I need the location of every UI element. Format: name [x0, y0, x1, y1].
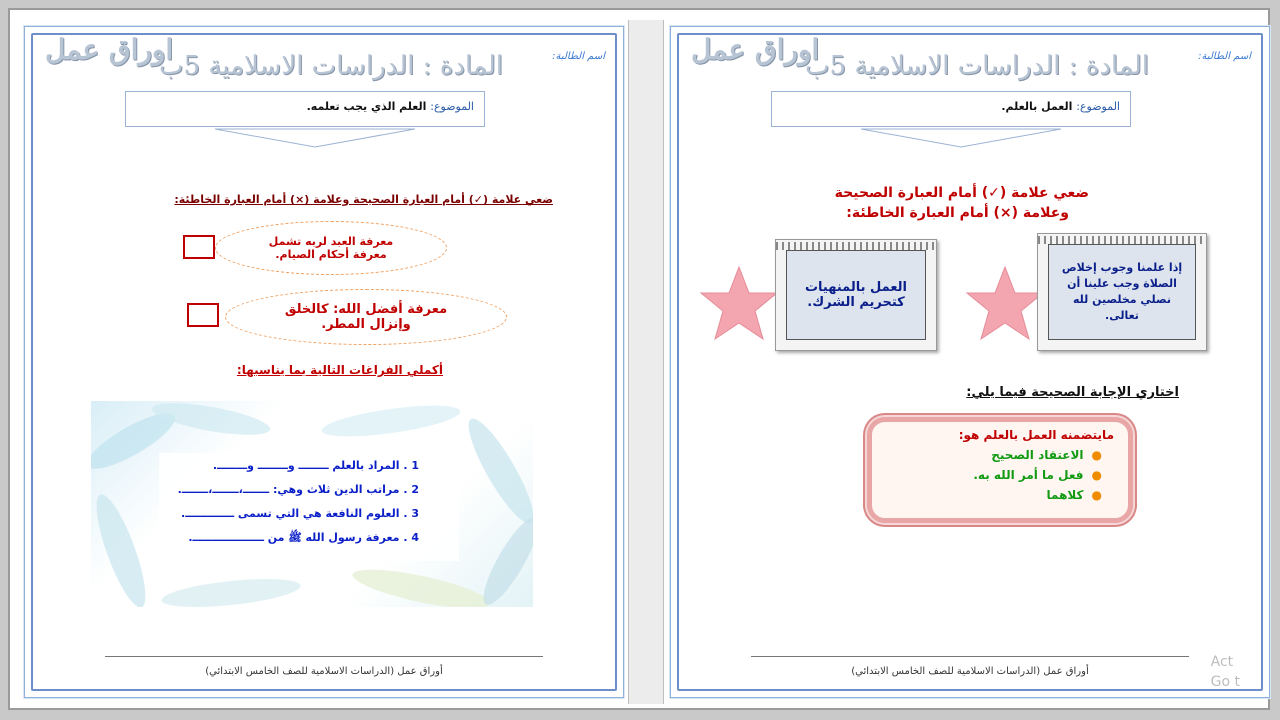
choice-option-2[interactable] [973, 468, 1102, 482]
topic-value: العمل بالعلم. [1001, 100, 1073, 113]
choice-option-3[interactable] [1047, 488, 1102, 502]
fill-blank-item-2: 2 . مراتب الدين ثلاث وهي: ـــــــ،ـــــــ،ـــــــ. [177, 483, 419, 496]
q2-instruction: أكملي الفراغات التالية بما يناسبها: [236, 363, 443, 377]
fill-blank-item-1: 1 . المراد بالعلم ــــــــ وــــــــ وــــــــ. [212, 459, 419, 472]
leaf-decorative-frame [91, 401, 533, 607]
choice-option-3-text: كلاهما [1046, 488, 1084, 502]
answer-checkbox-2[interactable] [187, 303, 219, 327]
bullet-icon: ● [1091, 488, 1102, 502]
topic-box [771, 91, 1131, 127]
page-footer: أوراق عمل (الدراسات الاسلامية للصف الخامس الابتدائي) [851, 666, 1089, 677]
fill-blank-item-4: 4 . معرفة رسول الله ﷺ من ـــــــــــــــــــ. [188, 531, 419, 544]
header-title: اوراق عمل [691, 33, 820, 66]
page-footer: أوراق عمل (الدراسات الاسلامية للصف الخامس الابتدائي) [205, 666, 443, 677]
activation-watermark [1211, 652, 1240, 692]
header-title: اوراق عمل [45, 33, 174, 66]
fill-blank-area [159, 453, 459, 561]
bullet-icon: ● [1091, 448, 1102, 462]
topic-label: الموضوع: [430, 100, 474, 113]
header-subject: المادة : الدراسات الاسلامية 5ب [159, 51, 503, 81]
choice-scroll-box [867, 417, 1133, 523]
q1-instruction-line1: ضعي علامة (✓) أمام العبارة الصحيحة [834, 185, 1089, 201]
topic-box [125, 91, 485, 127]
watermark-line2: Go t [1210, 674, 1240, 690]
statement-card-2-text: إذا علمنا وجوب إخلاص الصلاة وجب علينا أن نصلي مخلصين لله تعالى. [1048, 244, 1196, 340]
page-gutter [628, 20, 664, 704]
worksheet-page-left [24, 26, 624, 698]
topic-value: العلم الذي يجب تعلمه. [306, 100, 427, 113]
choice-option-2-text: فعل ما أمر الله به. [973, 468, 1084, 482]
topic-arrow-icon [861, 127, 1061, 149]
worksheet-page-right [670, 26, 1270, 698]
notebook-rings-icon [1038, 236, 1206, 244]
footer-divider [105, 656, 543, 657]
statement-oval-2 [225, 289, 507, 345]
student-name-label: اسم الطالبة: [1198, 51, 1251, 62]
statement-oval-1 [215, 221, 447, 275]
choice-option-1-text: الاعتقاد الصحيح [991, 448, 1084, 462]
statement-1-text: معرفة العبد لربه تشمل معرفة أحكام الصيام. [268, 235, 394, 261]
statement-card-2 [1037, 233, 1207, 351]
topic-label: الموضوع: [1076, 100, 1120, 113]
q1-instruction-line2: وعلامة (×) أمام العبارة الخاطئة: [846, 205, 1069, 221]
statement-card-1-text: العمل بالمنهيات كتحريم الشرك. [786, 250, 926, 340]
watermark-line1: Act [1210, 654, 1234, 670]
choice-option-1[interactable] [991, 448, 1102, 462]
header-subject: المادة : الدراسات الاسلامية 5ب [805, 51, 1149, 81]
fill-blank-item-3: 3 . العلوم النافعة هي التي تسمى ـــــــــــــ. [181, 507, 419, 520]
bullet-icon: ● [1091, 468, 1102, 482]
star-icon [699, 265, 779, 341]
statement-card-1 [775, 239, 937, 351]
star-icon [965, 265, 1045, 341]
q2-stem: مايتضمنه العمل بالعلم هو: [958, 428, 1114, 442]
q2-instruction: اختاري الإجابة الصحيحة فيما يلي: [966, 385, 1179, 400]
notebook-rings-icon [776, 242, 936, 250]
student-name-label: اسم الطالبة: [552, 51, 605, 62]
footer-divider [751, 656, 1189, 657]
q1-instruction: ضعي علامة (✓) أمام العبارة الصحيحة وعلامة (×) أمام العبارة الخاطئة: [174, 193, 553, 206]
answer-checkbox-1[interactable] [183, 235, 215, 259]
topic-arrow-icon [215, 127, 415, 149]
statement-2-text: معرفة أفضل الله: كالخلق وإنزال المطر. [284, 302, 448, 332]
